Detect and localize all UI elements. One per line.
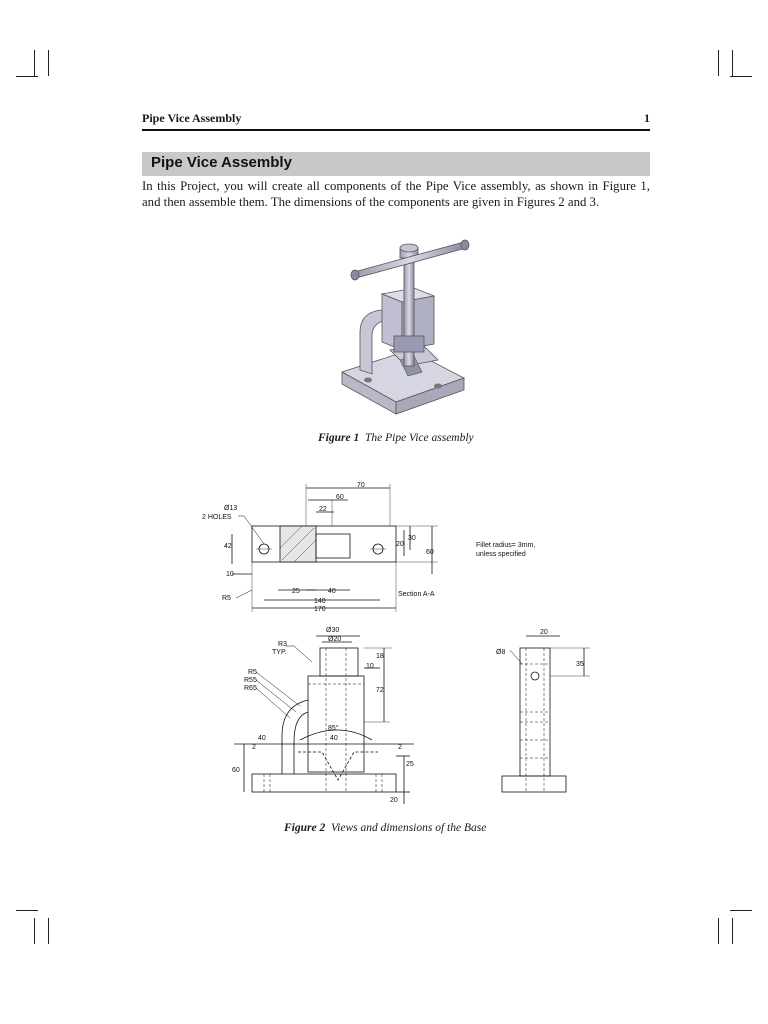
figure2-caption-text: Views and dimensions of the Base <box>330 822 487 834</box>
note-dia8: Ø8 <box>496 649 506 656</box>
dim-40-front: 40 <box>258 735 266 742</box>
note-hole-diameter: Ø13 <box>224 505 238 512</box>
dim-25: 25 <box>292 588 300 595</box>
dim-35: 35 <box>576 661 584 668</box>
running-head-title: Pipe Vice Assembly <box>142 111 242 125</box>
dim-60-height: 60 <box>426 549 434 556</box>
note-r5-front: R5 <box>248 669 257 676</box>
note-r3: R3 <box>278 641 287 648</box>
page-number: 1 <box>644 111 650 125</box>
intro-paragraph: In this Project, you will create all components of the Pipe Vice assembly, as shown in Figure 1, and then assemble them. The dimensions of the components are given in Figures 2 and 3. <box>142 179 650 209</box>
note-holes-count: 2 HOLES <box>202 514 232 521</box>
note-r55: R55 <box>244 677 257 684</box>
note-dia20: Ø20 <box>328 636 342 643</box>
dim-10: 10 <box>226 571 234 578</box>
dim-60: 60 <box>336 494 344 501</box>
dim-70: 70 <box>357 482 365 489</box>
dim-18: 18 <box>376 653 384 660</box>
dim-42: 42 <box>224 543 232 550</box>
note-r5: R5 <box>222 595 231 602</box>
note-r65: R65 <box>244 685 257 692</box>
dim-40-vee: 40 <box>330 735 338 742</box>
note-fillet-line2: unless specified <box>476 551 526 558</box>
chapter-title: Pipe Vice Assembly <box>151 154 292 171</box>
note-section: Section A-A <box>398 591 435 598</box>
dim-2-right: 2 <box>398 744 402 751</box>
note-dia30: Ø30 <box>326 627 340 634</box>
dim-40: 40 <box>328 588 336 595</box>
note-angle: 85° <box>328 725 339 732</box>
dim-22: 22 <box>319 506 327 513</box>
figure1-label: Figure 1 <box>318 432 360 444</box>
dim-72: 72 <box>376 687 384 694</box>
note-fillet-line1: Fillet radius= 3mm, <box>476 542 536 549</box>
note-typ: TYP. <box>272 649 287 656</box>
dim-170: 170 <box>314 606 326 613</box>
dim-20-front: 20 <box>390 797 398 804</box>
dim-10-front: 10 <box>366 663 374 670</box>
dim-2-left: 2 <box>252 744 256 751</box>
dim-20-side: 20 <box>540 629 548 636</box>
figure2-caption <box>284 822 486 834</box>
dim-20: 20 <box>396 541 404 548</box>
dim-30: 30 <box>408 535 416 542</box>
figure1-caption-text: The Pipe Vice assembly <box>364 432 474 444</box>
figure2-label: Figure 2 <box>284 822 326 834</box>
dim-60-front: 60 <box>232 767 240 774</box>
dim-25-front: 25 <box>406 761 414 768</box>
dim-140: 140 <box>314 598 326 605</box>
